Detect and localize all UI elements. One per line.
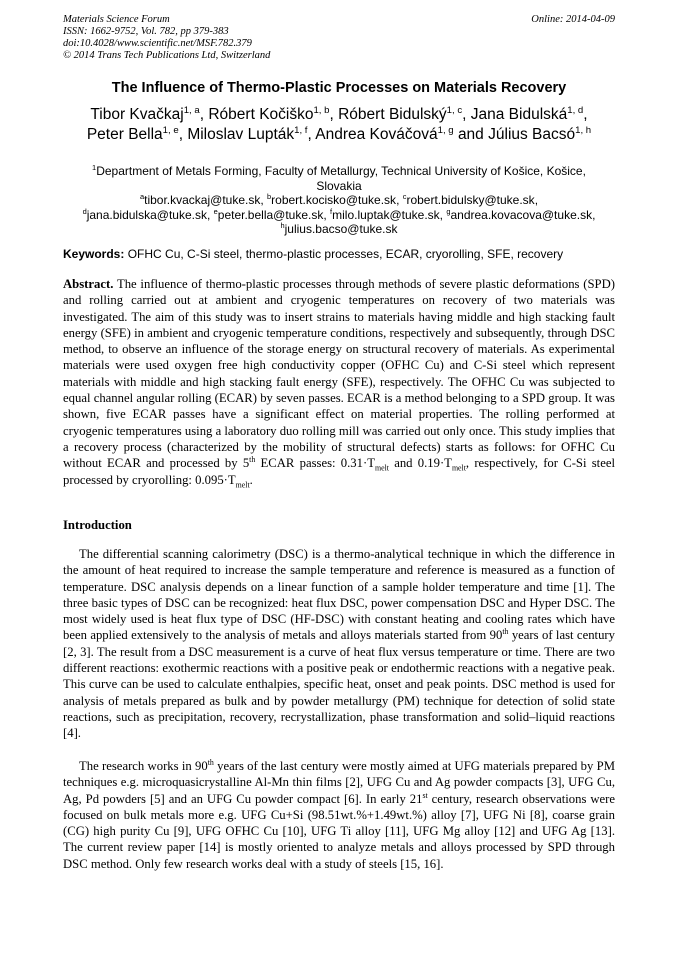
author-and: and [457,126,484,143]
affiliation [63,164,615,237]
email-link[interactable]: andrea.kovacova@tuke.sk [450,207,593,222]
author-sup: 1, g [437,124,454,136]
author-name: Tibor Kvačkaj [90,106,184,123]
abstract-sub: melt [235,480,250,490]
email-link[interactable]: peter.bella@tuke.sk [217,207,324,222]
abstract-label: Abstract. [63,277,114,291]
email-link[interactable]: robert.bidulsky@tuke.sk [406,193,535,207]
abstract [63,276,615,488]
author-sup: 1, d [567,104,584,116]
intro-paragraph-1 [63,546,615,742]
author-sup: 1, a [183,104,200,116]
author-name: Róbert Bidulský [338,106,447,123]
author-sup: 1, b [313,104,330,116]
abstract-sup: th [249,455,256,465]
keywords [63,247,615,261]
paragraph-sup: th [502,627,509,637]
email-sup: d [82,206,87,216]
email-line-3 [63,222,615,237]
email-sup: a [139,192,145,201]
affiliation-line-1 [63,164,615,179]
abstract-text: , respectively, for C-Si steel processed by cryorolling: 0.095·T [63,456,615,487]
keywords-label: Keywords: [63,247,125,261]
author-name: Július Bacsó [488,126,576,143]
paragraph-text: century, research observations were focused on bulk metals more e.g. UFG Cu+Si (98.51wt.%+1.49wt.%) alloy [7], UFG Ni [8], coarse grain (CG) high purity Cu [9], UFG OFHC Cu [10], UFG Ti alloy [11], UFG Mg alloy [12] and UFG Ag [13]. The current review paper [14] is mostly oriented to analyze metals and alloys processed by SPD through DSC method. Only few research works deal with a study of steels [15, 16]. [63,791,615,871]
email-line-1: $^a$tibor.kvackaj@tuke.sk, $^b$robert.kocisko@tuke.sk, $^c$robert.bidulsky@tuke.sk, [139,192,539,207]
author-line-1: Tibor Kvačkaj$^{1, a}$, Róbert Kočiško$^{1, b}$, Róbert Bidulský$^{1, c}$, Jana Bidulská$^{1, d}$, [90,104,588,123]
author-name: Andrea Kováčová [315,126,438,143]
abstract-text: ECAR passes: 0.31·T [255,456,375,471]
email-sup: g [446,206,451,216]
copyright-line: © 2014 Trans Tech Publications Ltd, Switzerland [63,50,271,61]
doi-line: doi:10.4028/www.scientific.net/MSF.782.379 [63,38,252,49]
paragraph-text: years of the last century were mostly aimed at UFG materials prepared by PM techniques e.g. microquasicrystalline Al-Mn thin films [2], UFG Cu and Ag powder compacts [3], UFG Cu, Ag, Pd powders [5] and an UFG Cu powder compact [6]. In early 21 [63,759,615,806]
keywords-text: OFHC Cu, C-Si steel, thermo-plastic processes, ECAR, cryorolling, SFE, recovery [127,247,564,261]
paragraph-sup: th [207,757,214,767]
email-link[interactable]: tibor.kvackaj@tuke.sk [144,193,261,207]
email-link[interactable]: jana.bidulska@tuke.sk [86,207,207,222]
department: Department of Metals Forming, Faculty of Metallurgy, Technical University of Košice, Košice, [96,164,586,178]
paragraph-text: The research works in 90 [79,759,208,773]
paragraph-text: years of last century [2, 3]. The result from a DSC measurement is a curve of heat flux versus temperature or time. There are two different reactions: exothermic reactions with a positive peak or endothermic reactions with a negative peak. This curve can be used to calculate enthalpies, specific heat, onset and peak points. DSC method is used for analysis of metals prepared as bulk and by powder metallurgy (PM) technique for detection of solid state reactions, such as precipitation, recovery, recrystallization, phase transformation and solid–liquid reactions [4]. [63,628,615,741]
author-line-2: Peter Bella$^{1, e}$, Miloslav Lupták$^{1, f}$, Andrea Kováčová$^{1, g}$ and Július Bacsó$^{1, h}$ [86,124,592,143]
paragraph-sup: st [422,790,428,800]
journal-name: Materials Science Forum [63,14,170,25]
online-date: Online: 2014-04-09 [531,14,615,25]
email-sup: f [330,206,333,216]
email-link[interactable]: julius.bacso@tuke.sk [284,222,398,236]
email-sup: b [267,192,272,201]
author-sup: 1, e [162,124,179,136]
author-name: Róbert Kočiško [208,106,314,123]
email-sup: h [280,221,285,230]
author-sup: 1, c [446,104,463,116]
email-sup: e [213,206,218,216]
author-name: Jana Bidulská [470,106,568,123]
author-sup: 1, h [575,124,592,136]
abstract-sub: melt [451,463,466,473]
abstract-text: The influence of thermo-plastic processes through methods of severe plastic deformations (SPD) and rolling carried out at ambient and cryogenic temperatures on recovery of two materials was investigated. The aim of this study was to insert strains to materials having middle and high stacking fault energy (SFE) in ambient and cryogenic temperature conditions, respectively and subsequently, through DSC method, to observe an influence of the storage energy on structural recovery of materials. As experimental materials were used oxygen free high conductivity copper (OFHC Cu) and C-Si steel which represent materials with middle and high stacking fault energy (SFE), respectively. The OFHC Cu was subjected to equal channel angular rolling (ECAR) by seven passes. ECAR is a method belonging to a SPD group. It was shown, five ECAR passes have a significant effect on material properties. The rolling performed at cryogenic temperatures using a laboratory duo rolling mill was carried out only once. This study implies that a recovery process (characterized by the mobility of structural defects) starts as follows: for OFHC Cu without ECAR and processed by 5 [63,277,615,471]
affiliation-sup: 1 [92,163,97,172]
author-list [63,105,615,145]
abstract-sub: melt [374,463,389,473]
paper-title: The Influence of Thermo-Plastic Processes on Materials Recovery [111,80,567,96]
section-heading: Introduction [63,518,132,532]
email-link[interactable]: robert.kocisko@tuke.sk [271,193,397,207]
issn-line: ISSN: 1662-9752, Vol. 782, pp 379-383 [63,26,229,37]
intro-paragraph-2 [63,758,615,872]
email-sup: c [402,192,407,201]
journal-header [63,14,270,62]
author-sup: 1, f [294,124,308,136]
author-name: Miloslav Lupták [187,126,295,143]
abstract-text: and 0.19·T [388,456,452,471]
abstract-text: . [249,472,253,487]
email-link[interactable]: milo.luptak@tuke.sk [332,207,440,222]
author-name: Peter Bella [86,126,163,143]
email-line-2: $^d$jana.bidulska@tuke.sk, $^e$peter.bella@tuke.sk, $^f$milo.luptak@tuke.sk, $^g$andrea.kovacova@tuke.sk, [82,206,596,222]
affiliation-line-2: Slovakia [316,178,362,193]
paragraph-text: The differential scanning calorimetry (DSC) is a thermo-analytical technique in which the difference in the amount of heat required to increase the sample temperature and reference is measured as a function of temperature. DSC analysis depends on a linear function of a sample holder temperature and time [1]. The three basic types of DSC can be recognized: heat flux DSC, power compensation DSC and Hyper DSC. The most widely used is heat flux type of DSC (HF-DSC) with constant heating and cooling rates which have been applied extensively to the analysis of metals and alloys materials started from 90 [63,547,615,643]
